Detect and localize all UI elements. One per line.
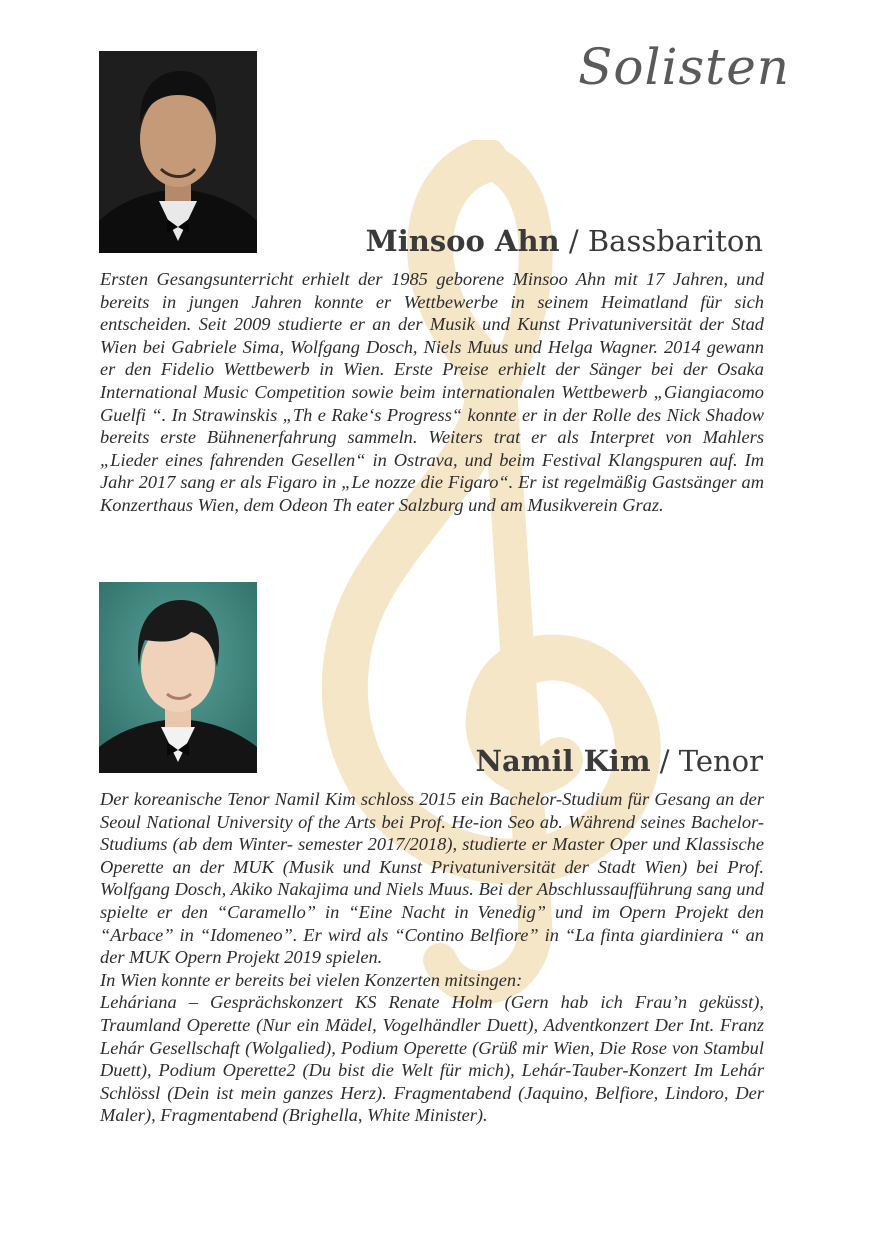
bio-paragraph: Ersten Gesangsunterricht erhielt der 1985 geborene Minsoo Ahn mit 17 Jahren, und bereits in jungen Jahren konnte er Wettbewerbe in seinem Heimatland für sich entscheiden. Seit 2009 studierte er an der Musik und Kunst Privatuniversität der Stad Wien bei Gabriele Sima, Wolfgang Dosch, Niels Muus und Helga Wagner. 2014 gewann er den Fidelio Wettbewerb in Wien. Erste Preise erhielt der Sänger bei der Osaka International Music Competition sowie beim internationalen Wettbewerb „Giangiacomo Guelfi “. In Strawinskis „Th e Rake‘s Progress“ konnte er in der Rolle des Nick Shadow bereits erste Bühnenerfahrung sammeln. Weiters trat er als Interpret von Mahlers „Lieder eines fahrenden Gesellen“ in Ostrava, und beim Festival Klangspuren auf. Im Jahr 2017 sang er als Figaro in „Le nozze die Figaro“. Er ist regelmäßig Gastsänger am Konzerthaus Wien, dem Odeon Th eater Salzburg und am Musikverein Graz. (100, 269, 764, 515)
soloist-name: Minsoo Ahn (365, 224, 560, 258)
soloist-photo-minsoo-ahn (99, 51, 257, 253)
soloist-heading-minsoo-ahn (366, 224, 763, 258)
voice-type: Tenor (678, 744, 763, 778)
portrait-image (99, 582, 257, 773)
bio-paragraph: Der koreanische Tenor Namil Kim schloss 2015 ein Bachelor-Studium für Gesang an der Seoul National University of the Arts bei Prof. He-ion Seo ab. Während seines Bachelor-Studiums (ab dem Winter- semester 2017/2018), studierte er Master Oper und Klassische Operette an der MUK (Musik und Kunst Privatuniversität der Stadt Wien) bei Prof. Wolfgang Dosch, Akiko Nakajima und Niels Muus. Bei der Abschlussaufführung sang und spielte er den “Caramello” in “Eine Nacht in Venedig” und im Opern Projekt den “Arbace” in “Idomeneo”. Er wird als “Contino Belfiore” in “La finta giardiniera “ an der MUK Opern Projekt 2019 spielen. (100, 789, 764, 968)
heading-separator: / (659, 744, 670, 778)
soloist-bio-minsoo-ahn (100, 268, 764, 517)
heading-separator: / (568, 224, 579, 258)
bio-paragraph: Leháriana – Gesprächskonzert KS Renate Holm (Gern hab ich Frau’n geküsst), Traumland Operette (Nur ein Mädel, Vogelhändler Duett), Adventkonzert Der Int. Franz Lehár Gesellschaft (Wolgalied), Podium Operette (Grüß mir Wien, Die Rose von Stambul Duett), Podium Operette2 (Du bist die Welt für mich), Lehár-Tauber-Konzert Im Lehár Schlössl (Dein ist mein ganzes Herz). Fragmentabend (Jaquino, Belfiore, Lindoro, Der Maler), Fragmentabend (Brighella, White Minister). (100, 992, 764, 1126)
soloist-heading-namil-kim (475, 744, 763, 778)
bio-paragraph: In Wien konnte er bereits bei vielen Konzerten mitsingen: (100, 969, 523, 990)
soloist-bio-namil-kim (100, 788, 764, 1127)
soloist-photo-namil-kim (99, 582, 257, 773)
voice-type: Bassbariton (587, 224, 763, 258)
portrait-image (99, 51, 257, 253)
page-title: Solisten (578, 38, 790, 96)
soloist-name: Namil Kim (475, 744, 651, 778)
